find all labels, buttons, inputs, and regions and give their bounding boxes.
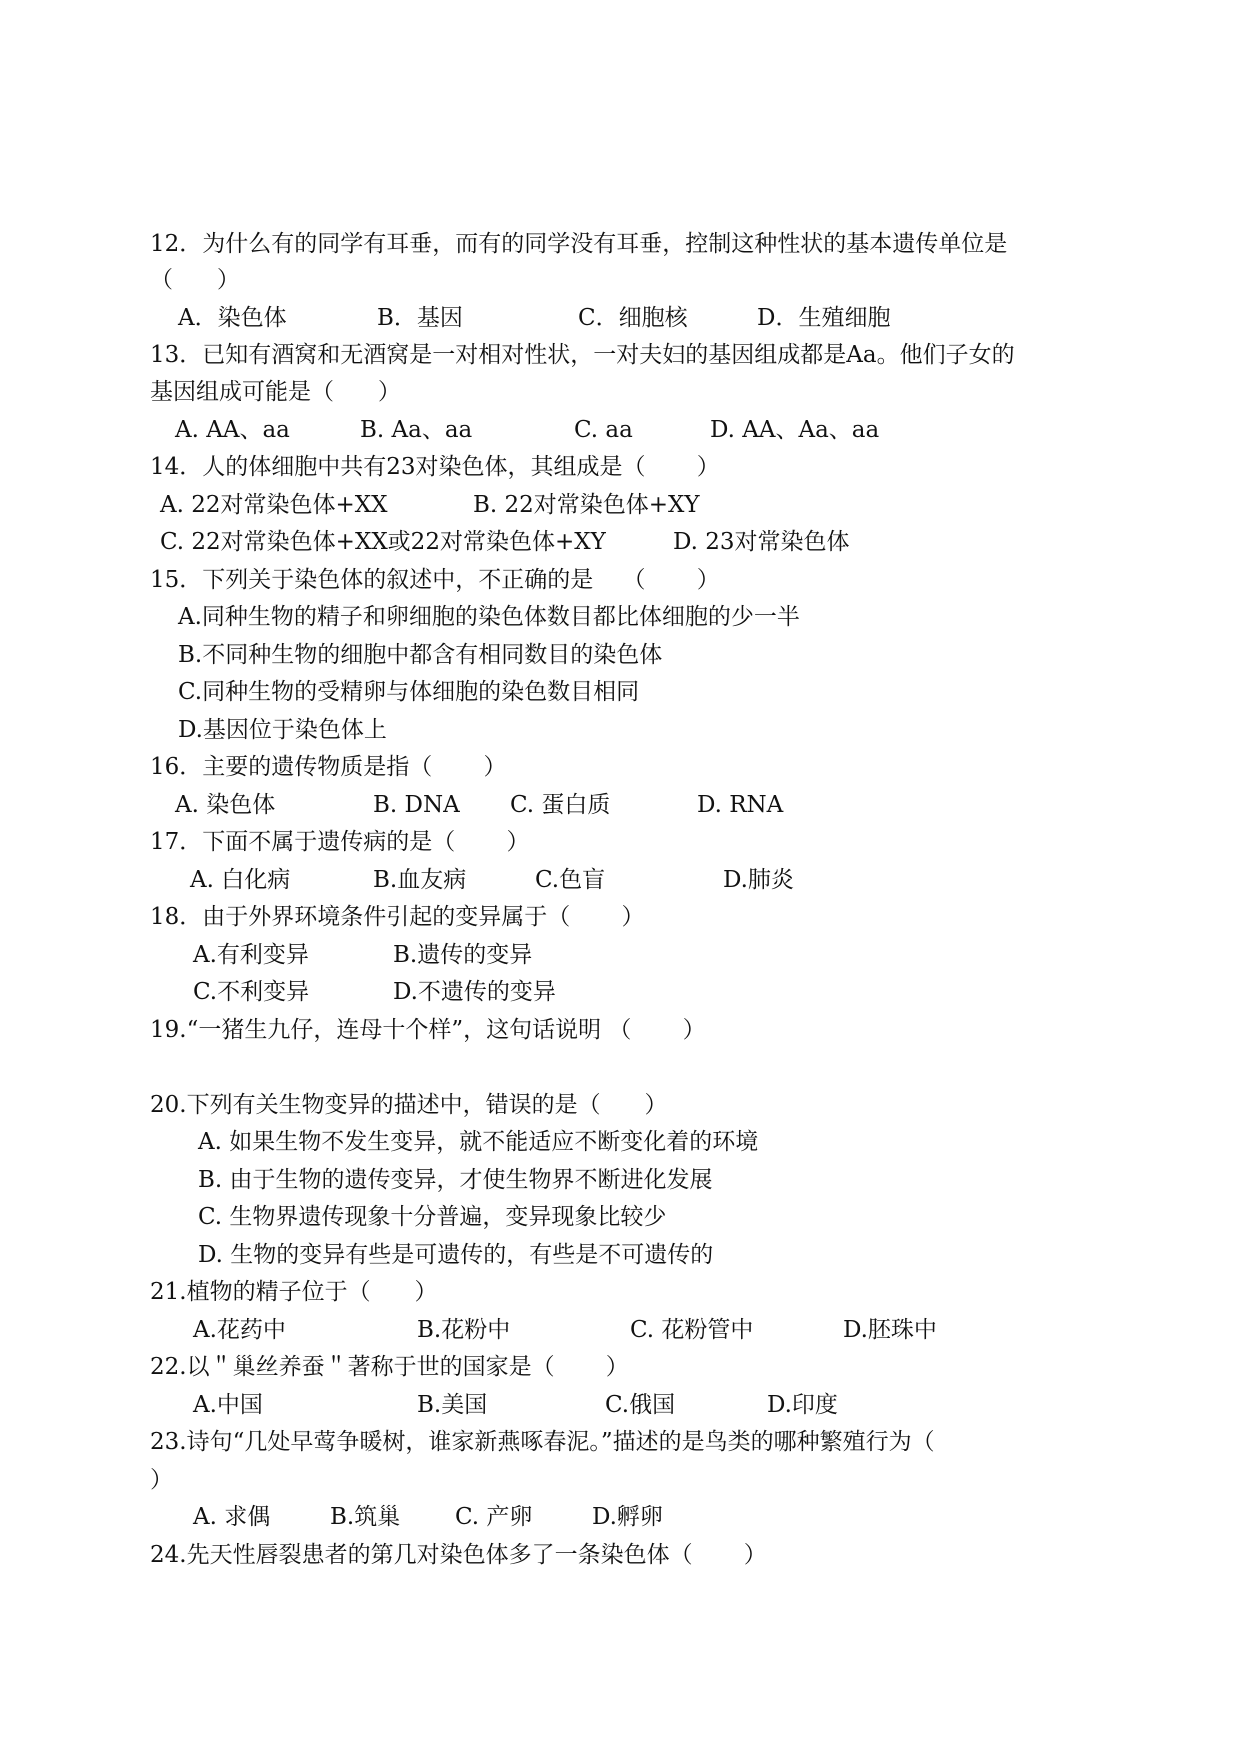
answer-blank: （ ）	[150, 267, 240, 293]
option-b: B.不同种生物的细胞中都含有相同数目的染色体	[178, 642, 663, 668]
option-c: C.俄国	[605, 1392, 676, 1418]
option-d: D. 23对常染色体	[673, 529, 850, 555]
option-a: A. 如果生物不发生变异，就不能适应不断变化着的环境	[198, 1129, 759, 1155]
option-c: C. 22对常染色体+XX或22对常染色体+XY	[160, 529, 606, 555]
option-c: C. 蛋白质	[510, 792, 611, 818]
option-c: C. 产卵	[455, 1504, 533, 1530]
option-a: A. 染色体	[175, 792, 276, 818]
option-c: C.色盲	[535, 867, 606, 893]
option-a: A. 白化病	[190, 867, 291, 893]
option-c: C. aa	[574, 417, 633, 443]
option-c: C. 生物界遗传现象十分普遍，变异现象比较少	[198, 1204, 667, 1230]
option-c: C.不利变异	[193, 979, 310, 1005]
option-a: A.有利变异	[193, 942, 309, 968]
option-d: D.不遗传的变异	[393, 979, 556, 1005]
option-d: D.肺炎	[723, 867, 794, 893]
option-b: B.血友病	[373, 867, 467, 893]
option-d: D.基因位于染色体上	[178, 717, 387, 743]
option-a: A．染色体	[178, 305, 287, 331]
option-d: D.印度	[767, 1392, 838, 1418]
question-stem: 17．下面不属于遗传病的是（ ）	[150, 829, 530, 855]
option-d: D．生殖细胞	[757, 305, 891, 331]
question-stem: 23.诗句“几处早莺争暖树，谁家新燕啄春泥。”描述的是鸟类的哪种繁殖行为（	[150, 1429, 935, 1455]
option-a: A.花药中	[193, 1317, 286, 1343]
question-stem: 13．已知有酒窝和无酒窝是一对相对性状，一对夫妇的基因组成都是Aa。他们子女的	[150, 342, 1015, 368]
option-b: B.花粉中	[417, 1317, 511, 1343]
option-a: A. 22对常染色体+XX	[160, 492, 388, 518]
option-a: A.同种生物的精子和卵细胞的染色体数目都比体细胞的少一半	[178, 604, 800, 630]
question-stem: 24.先天性唇裂患者的第几对染色体多了一条染色体（ ）	[150, 1542, 767, 1568]
question-stem: 20.下列有关生物变异的描述中，错误的是（ ）	[150, 1092, 668, 1118]
question-stem: 19.“一猪生九仔，连母十个样”，这句话说明 （ ）	[150, 1017, 706, 1043]
option-a: A. 求偶	[193, 1504, 271, 1530]
answer-blank: ）	[150, 1467, 173, 1493]
option-c: C. 花粉管中	[630, 1317, 754, 1343]
option-a: A.中国	[193, 1392, 263, 1418]
option-b: B.遗传的变异	[393, 942, 533, 968]
option-c: C.同种生物的受精卵与体细胞的染色数目相同	[178, 679, 640, 705]
option-b: B. Aa、aa	[360, 417, 473, 443]
option-c: C．细胞核	[578, 305, 688, 331]
option-b: B. 22对常染色体+XY	[473, 492, 700, 518]
option-d: D. RNA	[697, 792, 784, 818]
option-b: B.筑巢	[330, 1504, 401, 1530]
option-b: B. 由于生物的遗传变异，才使生物界不断进化发展	[198, 1167, 713, 1193]
question-stem: 15．下列关于染色体的叙述中，不正确的是 （ ）	[150, 567, 720, 593]
question-stem: 18．由于外界环境条件引起的变异属于（ ）	[150, 904, 645, 930]
question-stem: 12．为什么有的同学有耳垂，而有的同学没有耳垂，控制这种性状的基本遗传单位是	[150, 231, 1008, 257]
question-stem: 16．主要的遗传物质是指（ ）	[150, 754, 507, 780]
question-stem: 21.植物的精子位于（ ）	[150, 1279, 438, 1305]
option-d: D.胚珠中	[843, 1317, 937, 1343]
question-stem: 22.以＂巢丝养蚕＂著称于世的国家是（ ）	[150, 1354, 629, 1380]
option-d: D.孵卵	[592, 1504, 663, 1530]
option-a: A. AA、aa	[175, 417, 290, 443]
question-stem: 14．人的体细胞中共有23对染色体，其组成是（ ）	[150, 454, 720, 480]
option-b: B.美国	[417, 1392, 488, 1418]
option-b: B．基因	[377, 305, 463, 331]
option-b: B. DNA	[373, 792, 460, 818]
option-d: D. 生物的变异有些是可遗传的，有些是不可遗传的	[198, 1242, 714, 1268]
question-stem-cont: 基因组成可能是（ ）	[150, 379, 401, 405]
option-d: D. AA、Aa、aa	[710, 417, 880, 443]
